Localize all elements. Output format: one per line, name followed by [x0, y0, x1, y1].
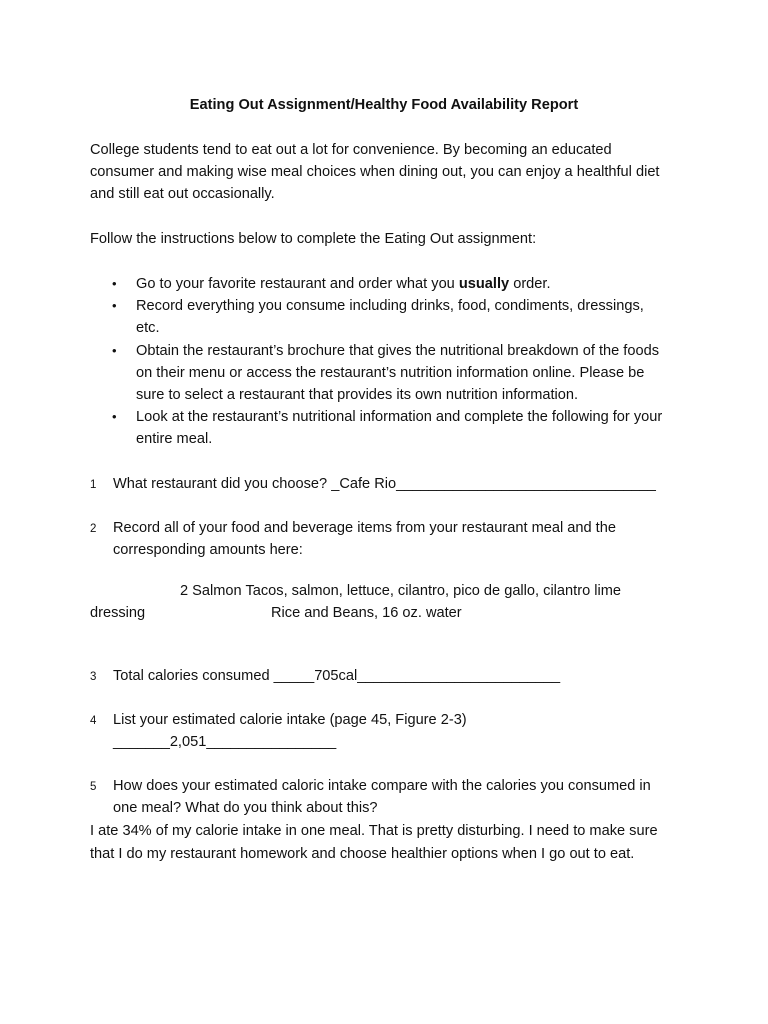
question-4-line-2: _______2,051________________	[113, 734, 337, 750]
question-number: 3	[90, 671, 97, 683]
question-5-line-1: How does your estimated caloric intake compare with the calories you consumed in	[113, 778, 651, 794]
bullet-marker: •	[112, 409, 117, 424]
document-title: Eating Out Assignment/Healthy Food Availability Report	[189, 97, 579, 113]
question-2-line-1: Record all of your food and beverage items from your restaurant meal and the	[113, 520, 616, 536]
bullet-marker: •	[112, 298, 117, 313]
bullet-1	[136, 273, 551, 295]
question-number: 4	[90, 715, 97, 727]
instructions-lead: Follow the instructions below to complete the Eating Out assignment:	[90, 231, 537, 247]
bullet-1-emphasis: usually	[458, 276, 510, 292]
bullet-4-line-2: entire meal.	[136, 431, 213, 447]
bullet-4-line-1: Look at the restaurant’s nutritional information and complete the following for your	[136, 409, 663, 425]
intro-line-2: consumer and making wise meal choices when dining out, you can enjoy a healthful diet	[90, 164, 660, 180]
bullet-1-text-pre: Go to your favorite restaurant and order what you	[136, 276, 459, 292]
question-2-answer-line-1: 2 Salmon Tacos, salmon, lettuce, cilantro, pico de gallo, cilantro lime	[180, 583, 622, 599]
question-number: 1	[90, 479, 97, 491]
bullet-3-line-2: on their menu or access the restaurant’s nutrition information online. Please be	[136, 365, 645, 381]
bullet-1-text-post: order.	[509, 276, 551, 292]
bullet-marker: •	[112, 276, 117, 291]
intro-line-1: College students tend to eat out a lot for convenience. By becoming an educated	[90, 142, 612, 158]
bullet-2-line-1: Record everything you consume including drinks, food, condiments, dressings,	[136, 298, 644, 314]
question-5-answer-line-2: that I do my restaurant homework and choose healthier options when I go out to eat.	[90, 846, 635, 862]
bullet-3-line-1: Obtain the restaurant’s brochure that gives the nutritional breakdown of the foods	[136, 343, 659, 359]
question-number: 2	[90, 523, 97, 535]
question-4-line-1: List your estimated calorie intake (page 45, Figure 2-3)	[113, 712, 467, 728]
question-2-answer-line-2b: Rice and Beans, 16 oz. water	[271, 605, 462, 621]
question-1-text: What restaurant did you choose? _Cafe Rio________________________________	[113, 476, 656, 492]
question-number: 5	[90, 781, 97, 793]
bullet-3-line-3: sure to select a restaurant that provides its own nutrition information.	[136, 387, 579, 403]
bullet-marker: •	[112, 343, 117, 358]
question-3-text: Total calories consumed _____705cal_________________________	[113, 668, 561, 684]
bullet-2-line-2: etc.	[136, 320, 160, 336]
question-5-line-2: one meal? What do you think about this?	[113, 800, 378, 816]
question-2-answer-line-2a: dressing	[90, 605, 146, 621]
question-5-answer-line-1: I ate 34% of my calorie intake in one meal. That is pretty disturbing. I need to make sure	[90, 823, 658, 839]
intro-line-3: and still eat out occasionally.	[90, 186, 275, 202]
question-2-line-2: corresponding amounts here:	[113, 542, 303, 558]
